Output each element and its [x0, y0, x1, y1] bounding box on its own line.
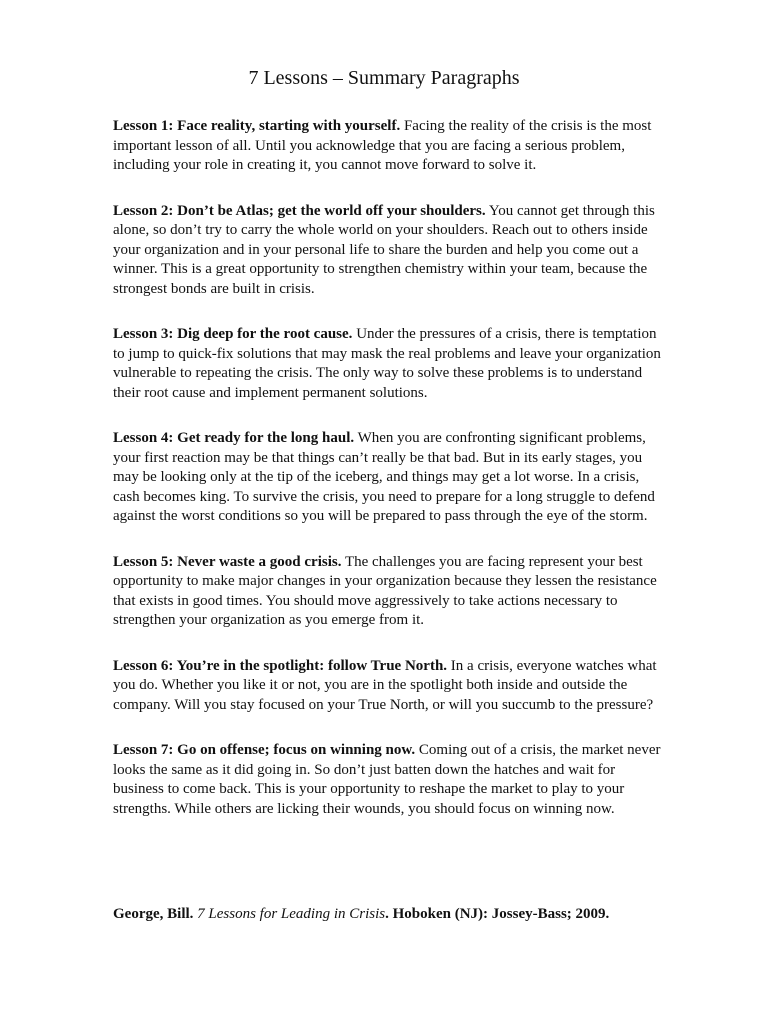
- lessons-body: [113, 117, 669, 845]
- lesson-paragraph-2: [113, 202, 669, 300]
- lesson-paragraph-5: [113, 553, 669, 631]
- lesson-text-2: You cannot get through this alone, so don’t try to carry the whole world on your shoulders. Reach out to others inside your organization and in your personal life to share the burden and help you come out a winner. This is a great opportunity to strengthen chemistry within your team, because the strongest bonds are built in crisis.: [113, 202, 655, 297]
- lesson-heading-2: Lesson 2: Don’t be Atlas; get the world off your shoulders.: [113, 202, 486, 219]
- lesson-heading-1: Lesson 1: Face reality, starting with yourself.: [113, 118, 401, 134]
- lesson-text-6: In a crisis, everyone watches what you do. Whether you like it or not, you are in the spotlight both inside and outside the company. Will you stay focused on your True North, or will you succumb to the pressure?: [113, 657, 657, 713]
- lesson-heading-6: Lesson 6: You’re in the spotlight: follow True North.: [113, 657, 448, 674]
- citation: [113, 904, 693, 924]
- lesson-text-3: Under the pressures of a crisis, there is temptation to jump to quick-fix solutions that may mask the real problems and leave your organization vulnerable to repeating the crisis. The only way to solve these problems is to understand their root cause and implement permanent solutions.: [113, 326, 661, 401]
- page-title: 7 Lessons – Summary Paragraphs: [248, 67, 520, 89]
- lesson-heading-3: Lesson 3: Dig deep for the root cause.: [113, 326, 353, 342]
- lesson-text-7: Coming out of a crisis, the market never looks the same as it did going in. So don’t just batten down the hatches and wait for business to come back. This is your opportunity to reshape the market to play to your strengths. While others are licking their wounds, you should focus on winning now.: [113, 742, 661, 817]
- citation-author: George, Bill.: [113, 906, 194, 922]
- lesson-heading-4: Lesson 4: Get ready for the long haul.: [113, 430, 355, 446]
- lesson-heading-7: Lesson 7: Go on offense; focus on winning now.: [113, 742, 416, 758]
- lesson-paragraph-6: [113, 657, 669, 716]
- lesson-text-5: The challenges you are facing represent your best opportunity to make major changes in your organization because they lessen the resistance that exists in good times. You should move aggressively to take actions necessary to strengthen your organization as you emerge from it.: [113, 553, 657, 628]
- lesson-heading-5: Lesson 5: Never waste a good crisis.: [113, 553, 342, 570]
- lesson-text-4: When you are confronting significant problems, your first reaction may be that things can’t really be that bad. But in its early stages, you may be looking only at the tip of the iceberg, and things may get a lot worse. In a crisis, cash becomes king. To survive the crisis, you need to prepare for a long struggle to defend against the worst conditions so you will be prepared to pass through the eye of the storm.: [113, 430, 655, 524]
- lesson-paragraph-1: [113, 117, 669, 176]
- lesson-paragraph-7: [113, 741, 669, 819]
- lesson-text-1: Facing the reality of the crisis is the most important lesson of all. Until you acknowledge that you are facing a serious problem, including your role in creating it, you cannot move forward to solve it.: [113, 118, 652, 173]
- citation-publisher: . Hoboken (NJ): Jossey-Bass; 2009.: [385, 906, 610, 922]
- citation-book-title: 7 Lessons for Leading in Crisis: [197, 906, 386, 922]
- lesson-paragraph-4: [113, 429, 669, 527]
- lesson-paragraph-3: [113, 325, 669, 403]
